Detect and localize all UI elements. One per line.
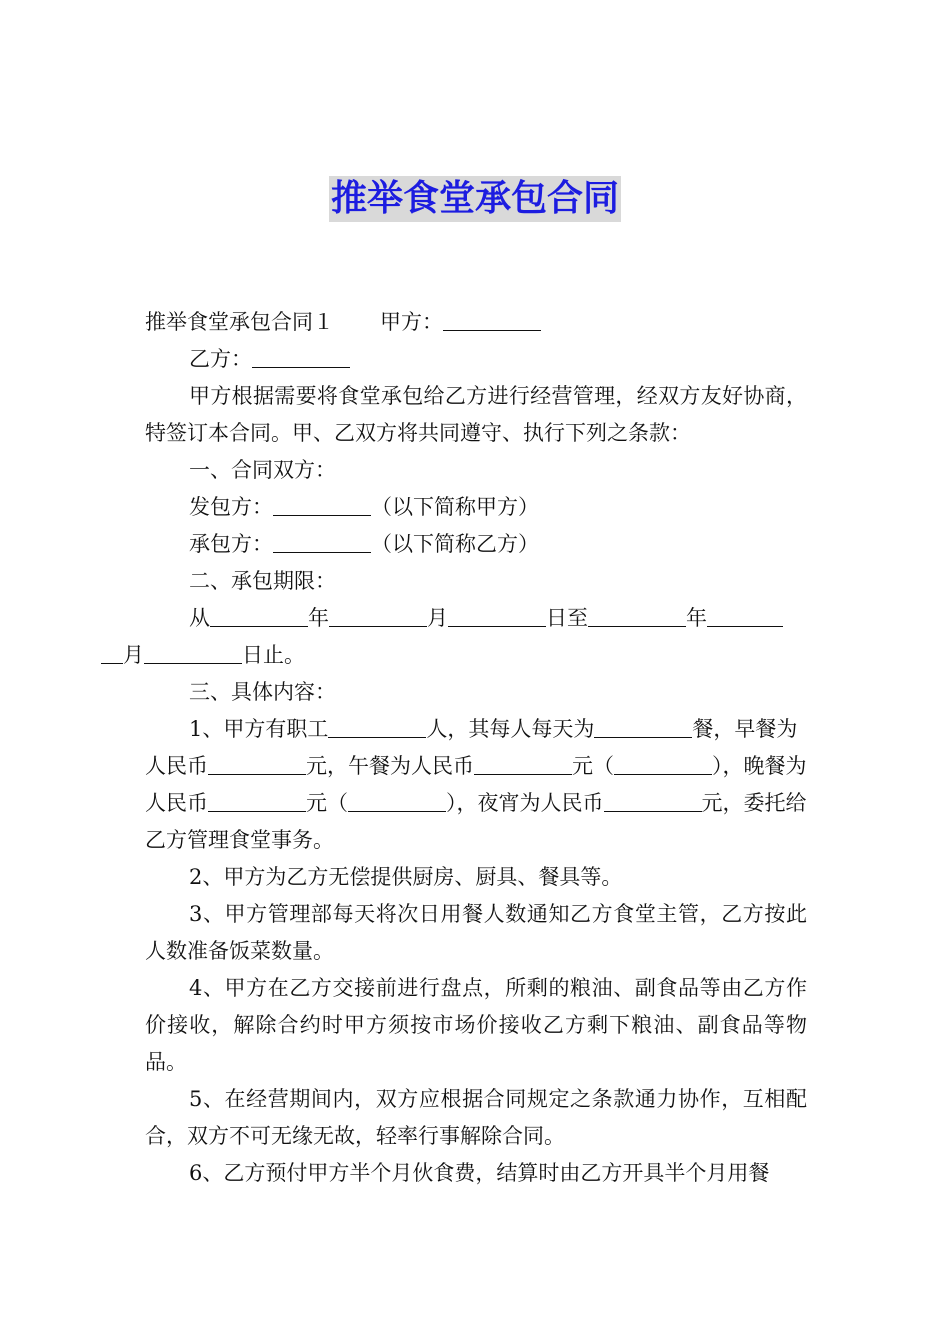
- contractor-line: [145, 526, 807, 563]
- term-end-month-blank-b: [101, 642, 123, 664]
- item-1-part-e: 元（: [572, 754, 614, 778]
- section-3-heading: 三、具体内容：: [189, 680, 336, 704]
- term-start-year-blank: [210, 605, 308, 627]
- dinner-price-blank: [208, 790, 306, 812]
- meals-count-blank: [594, 716, 692, 738]
- item-1-part-d: 元，午餐为人民币: [306, 754, 474, 778]
- party-b-label: 乙方：: [189, 347, 252, 371]
- intro-heading: 推举食堂承包合同１: [145, 310, 334, 334]
- breakfast-price-blank: [208, 753, 306, 775]
- item-1-part-a: 1、甲方有职工: [189, 717, 329, 741]
- term-end-month-label: 月: [123, 643, 144, 667]
- item-1-part-g: 元（: [306, 791, 348, 815]
- item-2-paragraph: 2、甲方为乙方无偿提供厨房、厨具、餐具等。: [189, 865, 623, 889]
- term-end-year-label: 年: [686, 606, 707, 630]
- term-end-label: 日止。: [242, 643, 305, 667]
- party-a-blank: [443, 309, 541, 331]
- party-b-blank: [252, 346, 350, 368]
- item-1-part-f: ），晚餐为人民币: [145, 754, 807, 815]
- late-snack-price-blank: [604, 790, 702, 812]
- section-2-heading: 二、承包期限：: [189, 569, 336, 593]
- term-end-day-blank: [144, 642, 242, 664]
- issuer-note: （以下简称甲方）: [371, 495, 539, 519]
- issuer-label: 发包方：: [189, 495, 273, 519]
- staff-count-blank: [328, 716, 426, 738]
- item-1-part-h: ），夜宵为人民币: [446, 791, 604, 815]
- lunch-note-blank: [614, 753, 712, 775]
- term-month-label: 月: [427, 606, 448, 630]
- item-1-paragraph: [145, 711, 807, 859]
- section-1-heading: 一、合同双方：: [189, 458, 336, 482]
- issuer-line: [145, 489, 807, 526]
- document-body: [123, 304, 807, 1192]
- contractor-label: 承包方：: [189, 532, 273, 556]
- term-day-to-label: 日至: [546, 606, 588, 630]
- term-year-label: 年: [308, 606, 329, 630]
- party-a-label: 甲方：: [380, 310, 443, 334]
- party-b-line: [145, 341, 807, 378]
- dinner-note-blank: [348, 790, 446, 812]
- contractor-note: （以下简称乙方）: [371, 532, 539, 556]
- term-from: 从: [189, 606, 210, 630]
- item-4-paragraph: 4、甲方在乙方交接前进行盘点，所剩的粮油、副食品等由乙方作价接收，解除合约时甲方须按市场价接收乙方剩下粮油、副食品等物品。: [145, 976, 807, 1074]
- item-1-part-b: 人，其每人每天为: [426, 717, 595, 741]
- item-5-paragraph: 5、在经营期间内，双方应根据合同规定之条款通力协作，互相配合，双方不可无缘无故，轻率行事解除合同。: [145, 1087, 807, 1148]
- preamble-paragraph: 甲方根据需要将食堂承包给乙方进行经营管理，经双方友好协商，特签订本合同。甲、乙双方将共同遵守、执行下列之条款：: [145, 384, 807, 445]
- item-3-paragraph: 3、甲方管理部每天将次日用餐人数通知乙方食堂主管，乙方按此人数准备饭菜数量。: [145, 902, 807, 963]
- contractor-blank: [273, 531, 371, 553]
- term-start-day-blank: [448, 605, 546, 627]
- item-6-paragraph: 6、乙方预付甲方半个月伙食费，结算时由乙方开具半个月用餐: [189, 1161, 770, 1185]
- term-paragraph: [123, 600, 807, 674]
- item-1-part-i: 元，委托给乙方管理食堂事务。: [145, 791, 807, 852]
- term-end-year-blank: [588, 605, 686, 627]
- issuer-blank: [273, 494, 371, 516]
- document-title-wrap: [0, 176, 950, 222]
- term-end-month-blank-a: [707, 605, 783, 627]
- intro-line: [145, 304, 807, 341]
- lunch-price-blank: [474, 753, 572, 775]
- term-start-month-blank: [329, 605, 427, 627]
- item-1-part-c: 餐，早餐为人民币: [145, 717, 798, 778]
- document-title: 推举食堂承包合同: [329, 176, 621, 222]
